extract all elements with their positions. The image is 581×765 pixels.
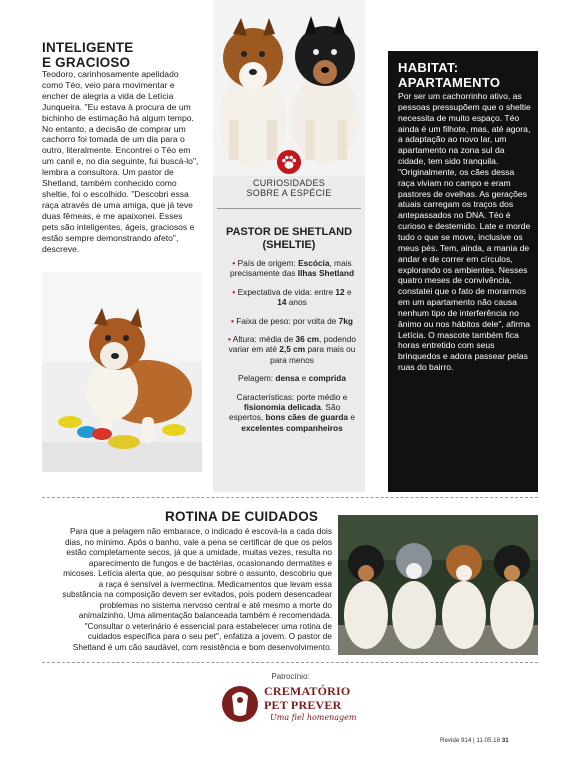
sponsor-name-line1: CREMATÓRIO [264, 684, 351, 698]
breed-title [213, 226, 365, 251]
urn-logo-icon [222, 684, 258, 724]
left-body-text: Teodoro, carinhosamente apelidado como Téo, veio para movimentar e encher de alegria a vida de Letícia Junqueira. "Eu estava à procura de um bichinho de estimação há algum tempo. No entanto, a decisão de comprar um cachorro foi tomada de um dia para o outro, literalmente. Encontrei o Téo em um canil e, no dia seguinte, fui buscá-lo", lembra a consultora. Um pastor de Shetland, também conhecido como sheltie, foi o escolhido. "Descobri essa raça através de uma amiga, que já teve duas fêmeas, e me apaixonei. Esses pets são inteligentes, ágeis, graciosos e estão sempre demonstrando afeto", descreve. [42, 69, 199, 254]
habitat-title-line2: APARTAMENTO [398, 74, 501, 90]
footer-separator: | [473, 737, 475, 744]
fact-traits: Características: porte médio e fisionomia delicada. São espertos, bons cães de guarda e excelentes companheiros [229, 391, 355, 433]
left-section-title [42, 40, 133, 70]
curiosities-line1: CURIOSIDADES [252, 178, 326, 188]
sponsor-label: Patrocínio: [271, 672, 310, 681]
curiosities-line2: SOBRE A ESPÉCIE [246, 188, 332, 198]
sponsor-name-line2: PET PREVER [264, 698, 342, 712]
divider [217, 208, 361, 209]
habitat-title [398, 61, 500, 90]
sponsor-divider [42, 662, 538, 663]
bullet-icon: • [232, 258, 236, 268]
fact-life-expectancy: • Expectativa de vida: entre 12 e 14 anos [232, 286, 352, 308]
habitat-title-line1: HABITAT: [398, 60, 459, 75]
fact-origin: • País de origem: Escócia, mais precisamente das Ilhas Shetland [229, 258, 355, 279]
care-routine-body: Para que a pelagem não embarace, o indicado é escová-la a cada dois dias, no mínimo. Após o banho, vale a pena se certificar de que os pelos estão completamente secos, já que a umidade, muitas vezes, resulta no aparecimento de fungos e de bactérias, ocasionando dermatites e micoses. Letícia alerta que, ao pesquisar sobre o assunto, descobriu que a raça é sensível a ivermectina. Medicamentos que levam essa substância na composição devem ser evitados, pois podem desencadear problemas no sistema nervoso central e até mesmo a morte do animalzinho. Uma alimentação balanceada também é recomendada. "Consultar o veterinário é essencial para estabelecer uma rotina de cuidados específica para o seu pet", enfatiza a jovem. O pastor de Shetland é um cão saudável, com resistência e bom desenvolvimento. [62, 526, 332, 653]
magazine-name: Revide 914 [440, 737, 472, 744]
curiosities-panel [213, 0, 365, 492]
left-title-line1: INTELIGENTE [42, 40, 134, 55]
breed-title-line1: PASTOR DE SHETLAND [225, 226, 353, 238]
page-footer [440, 737, 509, 744]
section-divider [42, 497, 538, 498]
sponsor-logo [222, 682, 362, 730]
left-title-line2: E GRACIOSO [42, 55, 131, 70]
fact-coat: Pelagem: densa e comprida [238, 373, 346, 384]
fact-weight: • Faixa de peso: por volta de 7kg [231, 315, 353, 326]
care-routine-title: ROTINA DE CUIDADOS [165, 509, 319, 524]
habitat-panel [388, 51, 538, 492]
habitat-body-text: Por ser um cachorrinho ativo, as pessoas pressupõem que o sheltie necessita de muito espaço. Téo ainda é um filhote, mas, até agora, a adaptação ao novo lar, um apartamento na zona sul da cidade, tem sido tranquila. "Originalmente, os cães dessa raça viviam no campo e eram pastores de ovelhas. As gerações atuais carregam os traços dos antepassados no DNA. Téo é curioso e destemido. Late e morde tudo o que se move, inclusive os meus pés. Tem, ainda, a mania de andar e de correr em círculos, explorando os ambientes. Nesses quatro meses de convivência, constatei que o fato de morarmos em um apartamento não causa nenhum tipo de interferência no ânimo ou nos hábitos dele", afirma Letícia. O mascote também fica horas entretido com seus brinquedos e adora passear pelas ruas do bairro. [398, 91, 531, 373]
issue-date: 11.05.18 [476, 737, 501, 744]
sponsor-tagline: Uma fiel homenagem [270, 713, 357, 722]
bullet-icon: • [228, 334, 231, 345]
four-shelties-photo [338, 515, 538, 655]
curiosities-heading [213, 178, 365, 198]
bullet-icon: • [231, 315, 234, 326]
bullet-icon: • [232, 286, 236, 297]
puppy-photo [42, 272, 202, 472]
breed-title-line2: (SHELTIE) [262, 238, 316, 251]
breed-facts [227, 258, 357, 441]
paw-icon [277, 150, 301, 174]
page-number: 31 [501, 737, 509, 744]
fact-height: • Altura: média de 36 cm, podendo variar em até 2,5 cm para mais ou para menos [228, 334, 356, 365]
